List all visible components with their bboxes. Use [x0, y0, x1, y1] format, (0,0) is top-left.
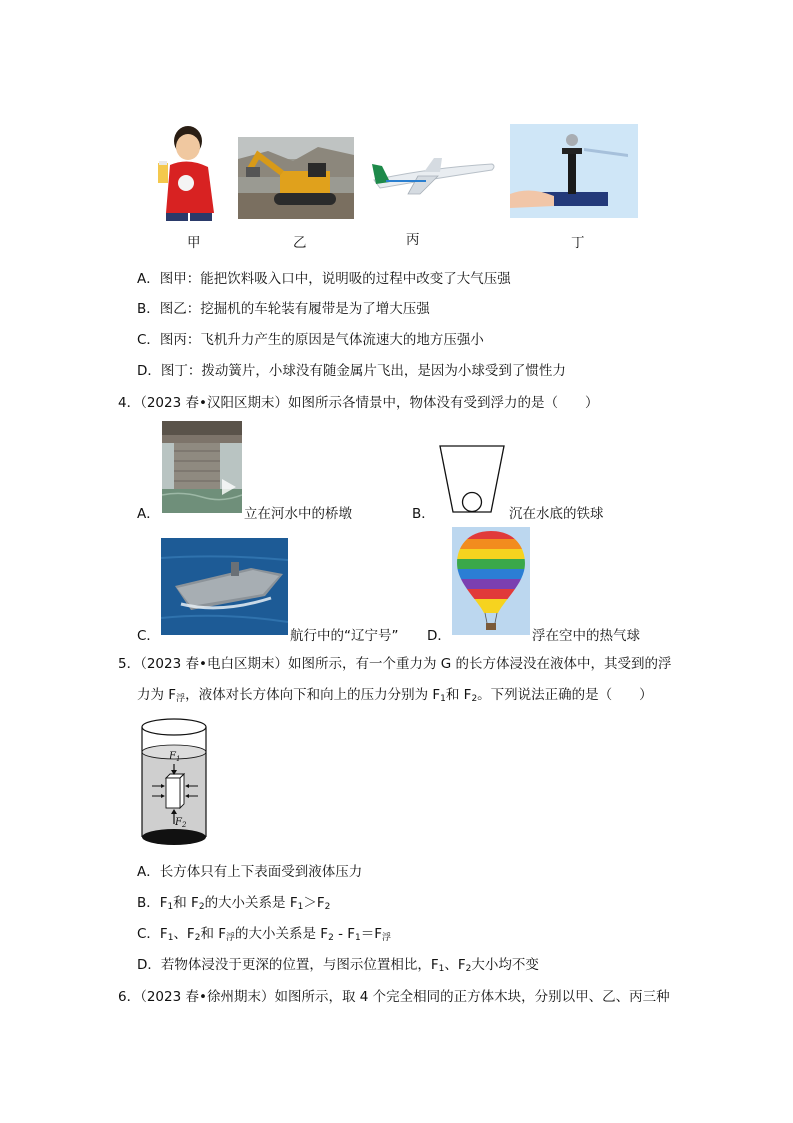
bridge-pier-image: [162, 421, 242, 513]
q4-option-a-text: 立在河水中的桥墩: [244, 506, 352, 522]
q5-option-d: D．若物体浸没于更深的位置，与图示位置相比，$F_1$、$F_2$大小均不变: [137, 957, 539, 974]
q3-option-d: D．图丁：拨动簧片，小球没有随金属片飞出，是因为小球受到了惯性力: [137, 363, 566, 379]
caption-ding: 丁: [571, 235, 585, 251]
q4-option-b-label: B．: [412, 506, 435, 522]
q4-option-b-text: 沉在水底的铁球: [509, 506, 604, 522]
diagram-label-f1: $F_1$: [169, 751, 181, 763]
q3-option-c: C．图丙：飞机升力产生的原因是气体流速大的地方压强小: [137, 332, 484, 348]
boy-drinking-image: [148, 123, 220, 221]
aircraft-carrier-image: [161, 538, 288, 635]
caption-bing: 丙: [406, 232, 420, 248]
q4-option-d-text: 浮在空中的热气球: [532, 628, 640, 644]
iron-ball-diagram: [437, 444, 507, 514]
q5-option-b: B．$F_1$和 $F_2$的大小关系是 $F_1>F_2$: [137, 895, 331, 912]
excavator-image: [238, 137, 354, 219]
q4-option-d-label: D．: [427, 628, 451, 644]
caption-jia: 甲: [187, 235, 201, 251]
diagram-label-f2: $F_2$: [175, 817, 187, 829]
q4-option-a-label: A．: [137, 506, 160, 522]
q5-stem-line2: 力为 $F_浮$，液体对长方体向下和向上的压力分别为 $F_1$和 $F_2$。下列说法正确的是（ ）: [137, 687, 653, 704]
q3-option-b: B．图乙：挖掘机的车轮装有履带是为了增大压强: [137, 301, 430, 317]
airplane-image: [368, 150, 498, 198]
hot-air-balloon-image: [452, 527, 530, 635]
inertia-experiment-image: [510, 124, 638, 218]
caption-yi: 乙: [293, 235, 307, 251]
buoyancy-cylinder-diagram: [138, 716, 210, 848]
q4-option-c-text: 航行中的“辽宁号”: [290, 628, 399, 644]
q6-stem: 6．（2023 春•徐州期末）如图所示，取 4 个完全相同的正方体木块，分别以甲、乙、丙三种: [118, 989, 670, 1005]
q4-stem: 4．（2023 春•汉阳区期末）如图所示各情景中，物体没有受到浮力的是（ ）: [118, 395, 599, 411]
q4-option-c-label: C．: [137, 628, 160, 644]
q3-option-a: A．图甲：能把饮料吸入口中，说明吸的过程中改变了大气压强: [137, 271, 511, 287]
q5-option-a: A．长方体只有上下表面受到液体压力: [137, 864, 363, 880]
q5-stem-line1: 5．（2023 春•电白区期末）如图所示，有一个重力为 G 的长方体浸没在液体中，其受到的浮: [118, 656, 672, 672]
q5-option-c: C．$F_1$、$F_2$和 $F_浮$的大小关系是 $F_2 - F_1=F_浮$: [137, 926, 392, 943]
